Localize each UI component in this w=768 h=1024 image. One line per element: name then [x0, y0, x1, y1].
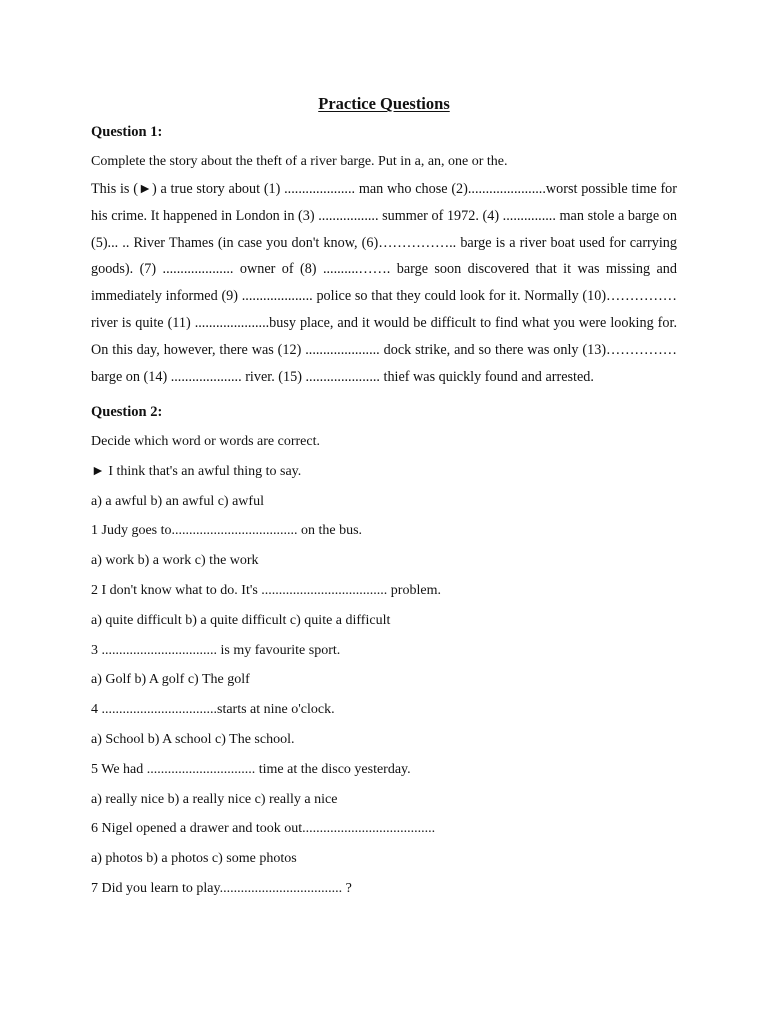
item-2-options: a) quite difficult b) a quite difficult c) quite a difficult — [91, 612, 391, 628]
question-2-items — [91, 462, 677, 899]
item-2-sentence: 2 I don't know what to do. It's .................................... problem. — [91, 583, 441, 599]
item-1-options: a) work b) a work c) the work — [91, 553, 259, 569]
item-4-sentence: 4 .................................starts at nine o'clock. — [91, 702, 335, 718]
item-3-sentence: 3 ................................. is my favourite sport. — [91, 642, 341, 658]
item-6-sentence: 6 Nigel opened a drawer and took out...................................... — [91, 821, 436, 837]
item-6-options: a) photos b) a photos c) some photos — [91, 851, 297, 867]
item-4-options: a) School b) A school c) The school. — [91, 732, 295, 748]
item-5-sentence: 5 We had ............................... time at the disco yesterday. — [91, 761, 411, 777]
item-5-options: a) really nice b) a really nice c) really a nice — [91, 791, 338, 807]
question-1-heading: Question 1: — [91, 124, 163, 140]
page-title: Practice Questions — [318, 94, 450, 113]
question-1-story: This is (►) a true story about (1) .................... man who chose (2)......................worst possible time for his crime. It happened in London in (3) ................. summer of 1972. (4) ............... man stole a barge on (5)... .. River Thames (in case you don't know, (6)…………….. barge is a river boat used for carrying goods). (7) .................... owner of (8) ..........……. barge soon discovered that it was missing and immediately informed (9) .................... police so that they could look for it. Normally (10)…………… river is quite (11) .....................busy place, and it would be difficult to find what you were looking for. On this day, however, there was (12) ..................... dock strike, and so there was only (13)…………… barge on (14) .................... river. (15) ..................... thief was quickly found and arrested. — [91, 181, 677, 385]
example-options: a) a awful b) an awful c) awful — [91, 493, 264, 509]
document-page — [91, 94, 677, 899]
example-sentence: ► I think that's an awful thing to say. — [91, 463, 302, 479]
question-1-instruction: Complete the story about the theft of a river barge. Put in a, an, one or the. — [91, 154, 508, 169]
item-1-sentence: 1 Judy goes to.................................... on the bus. — [91, 523, 363, 539]
item-3-options: a) Golf b) A golf c) The golf — [91, 672, 250, 688]
item-7-sentence: 7 Did you learn to play................................... ? — [91, 881, 352, 897]
question-2-heading: Question 2: — [91, 404, 163, 421]
question-2-instruction: Decide which word or words are correct. — [91, 434, 320, 450]
